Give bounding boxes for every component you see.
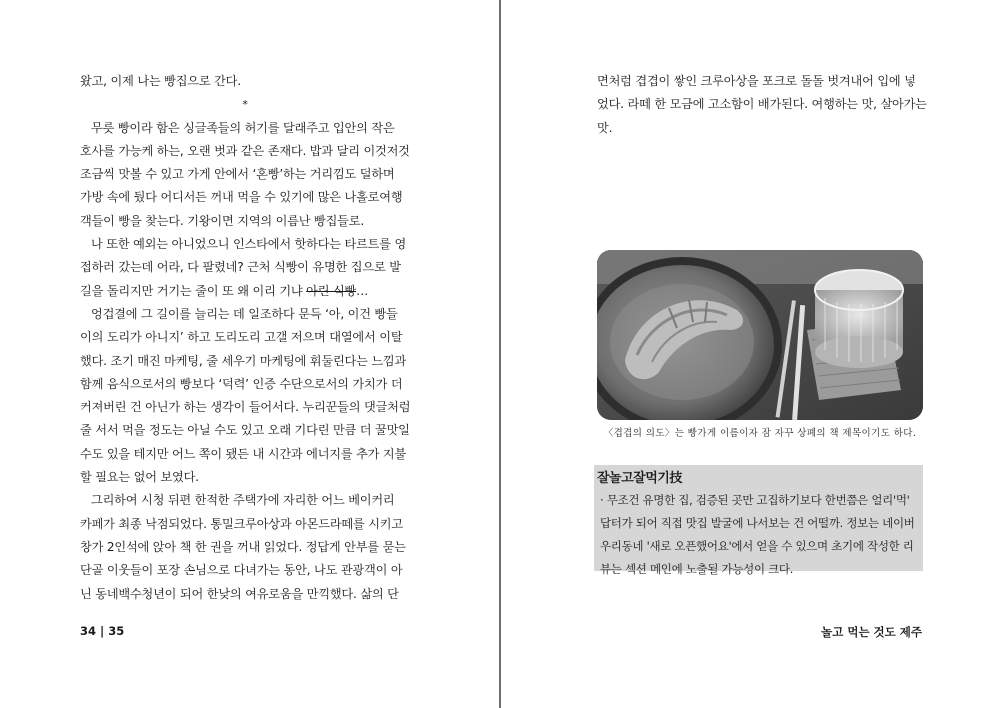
- text-line: 호사를 가능케 하는, 오랜 벗과 같은 존재다. 밥과 달리 이것저것: [80, 143, 410, 158]
- text-line: 함께 음식으로서의 빵보다 ‘덕력’ 인증 수단으로서의 가치가 더: [80, 376, 403, 391]
- croissant-photo: [597, 250, 923, 420]
- tip-text: [600, 489, 915, 581]
- tip-line: 답터가 되어 직접 맛집 발굴에 나서보는 건 어떨까. 정보는 네이버: [600, 516, 915, 530]
- tip-line: 우리동네 '새로 오픈했어요'에서 얻을 수 있으며 초기에 작성한 리: [600, 539, 914, 553]
- text-line: 커져버린 건 아닌가 하는 생각이 들어서다. 누리꾼들의 댓글처럼: [80, 400, 411, 415]
- right-body-text: [597, 70, 927, 140]
- text-line: 했다. 조기 매진 마케팅, 줄 세우기 마케팅에 휘둘린다는 느낌과: [80, 353, 407, 368]
- struck-text: 아린 식빵: [306, 283, 357, 298]
- photo-caption: 〈겹겹의 의도〉는 빵가게 이름이자 잠 자꾸 상폐의 책 제목이기도 하다.: [603, 428, 917, 439]
- text-line: 조금씩 맛볼 수 있고 가게 안에서 ‘혼빵’하는 거리낌도 덜하며: [80, 167, 395, 182]
- page-number: 34 | 35: [80, 624, 125, 638]
- text-line: 객들이 빵을 찾는다. 기왕이면 지역의 이름난 빵집들로.: [80, 213, 365, 228]
- text-line: 닌 동네백수청년이 되어 한낮의 여유로움을 만끽했다. 삶의 단: [80, 586, 399, 601]
- text-line: 나 또한 예외는 아니었으니 인스타에서 핫하다는 타르트를 영: [91, 237, 407, 252]
- text-line: 단골 이웃들이 포장 손님으로 다녀가는 동안, 나도 관광객이 아: [80, 563, 403, 578]
- tip-box: [594, 465, 923, 576]
- text-line: 맛.: [597, 120, 613, 135]
- text-line: 접하러 갔는데 어라, 다 팔렸네? 근처 식빵이 유명한 집으로 발: [80, 260, 401, 275]
- tip-title: 잘놀고잘먹기技: [597, 471, 682, 486]
- text-line: 줄 서서 먹을 정도는 아닐 수도 있고 오래 기다린 만큼 더 꿀맛일: [80, 423, 410, 438]
- text-line: 면처럼 겹겹이 쌓인 크루아상을 포크로 돌돌 벗겨내어 입에 넣: [597, 74, 916, 88]
- text-line: 가방 속에 뒀다 어디서든 꺼내 먹을 수 있기에 많은 나홀로여행: [80, 190, 403, 205]
- tip-line: · 무조건 유명한 집, 검증된 곳만 고집하기보다 한번쯤은 얼리'먹': [600, 493, 910, 507]
- left-page: [0, 0, 499, 708]
- text-line: 수도 있을 테지만 어느 쪽이 됐든 내 시간과 에너지를 추가 지불: [80, 446, 407, 461]
- running-footer: 놀고 먹는 것도 제주: [821, 625, 922, 639]
- text-line: 엉겁결에 그 길이를 늘리는 데 일조하다 문득 ‘아, 이건 빵들: [91, 306, 398, 321]
- right-page: [501, 0, 1000, 708]
- section-divider: *: [242, 98, 248, 112]
- text-line: 할 필요는 없어 보였다.: [80, 470, 199, 485]
- text-line: 카페가 최종 낙점되었다. 통밀크루아상과 아몬드라떼를 시키고: [80, 516, 403, 531]
- text-line: 그리하여 시청 뒤편 한적한 주택가에 자리한 어느 베이커리: [91, 493, 395, 508]
- text-line: 창가 2인석에 앉아 책 한 권을 꺼내 읽었다. 정답게 안부를 묻는: [80, 539, 406, 554]
- text-line: 길을 돌리지만 거기는 줄이 또 왜 이리 기냐 아린 식빵…: [80, 283, 369, 298]
- left-body-text: [80, 70, 410, 606]
- text-line: 었다. 라떼 한 모금에 고소함이 배가된다. 여행하는 맛, 살아가는: [597, 97, 927, 112]
- text-line: 왔고, 이제 나는 빵집으로 간다.: [80, 74, 241, 88]
- text-line: 무릇 빵이라 함은 싱글족들의 허기를 달래주고 입안의 작은: [91, 120, 395, 135]
- tip-line: 뷰는 섹션 메인에 노출될 가능성이 크다.: [600, 562, 794, 576]
- text-line: 이의 도리가 아니지’ 하고 도리도리 고갤 저으며 대열에서 이탈: [80, 330, 403, 345]
